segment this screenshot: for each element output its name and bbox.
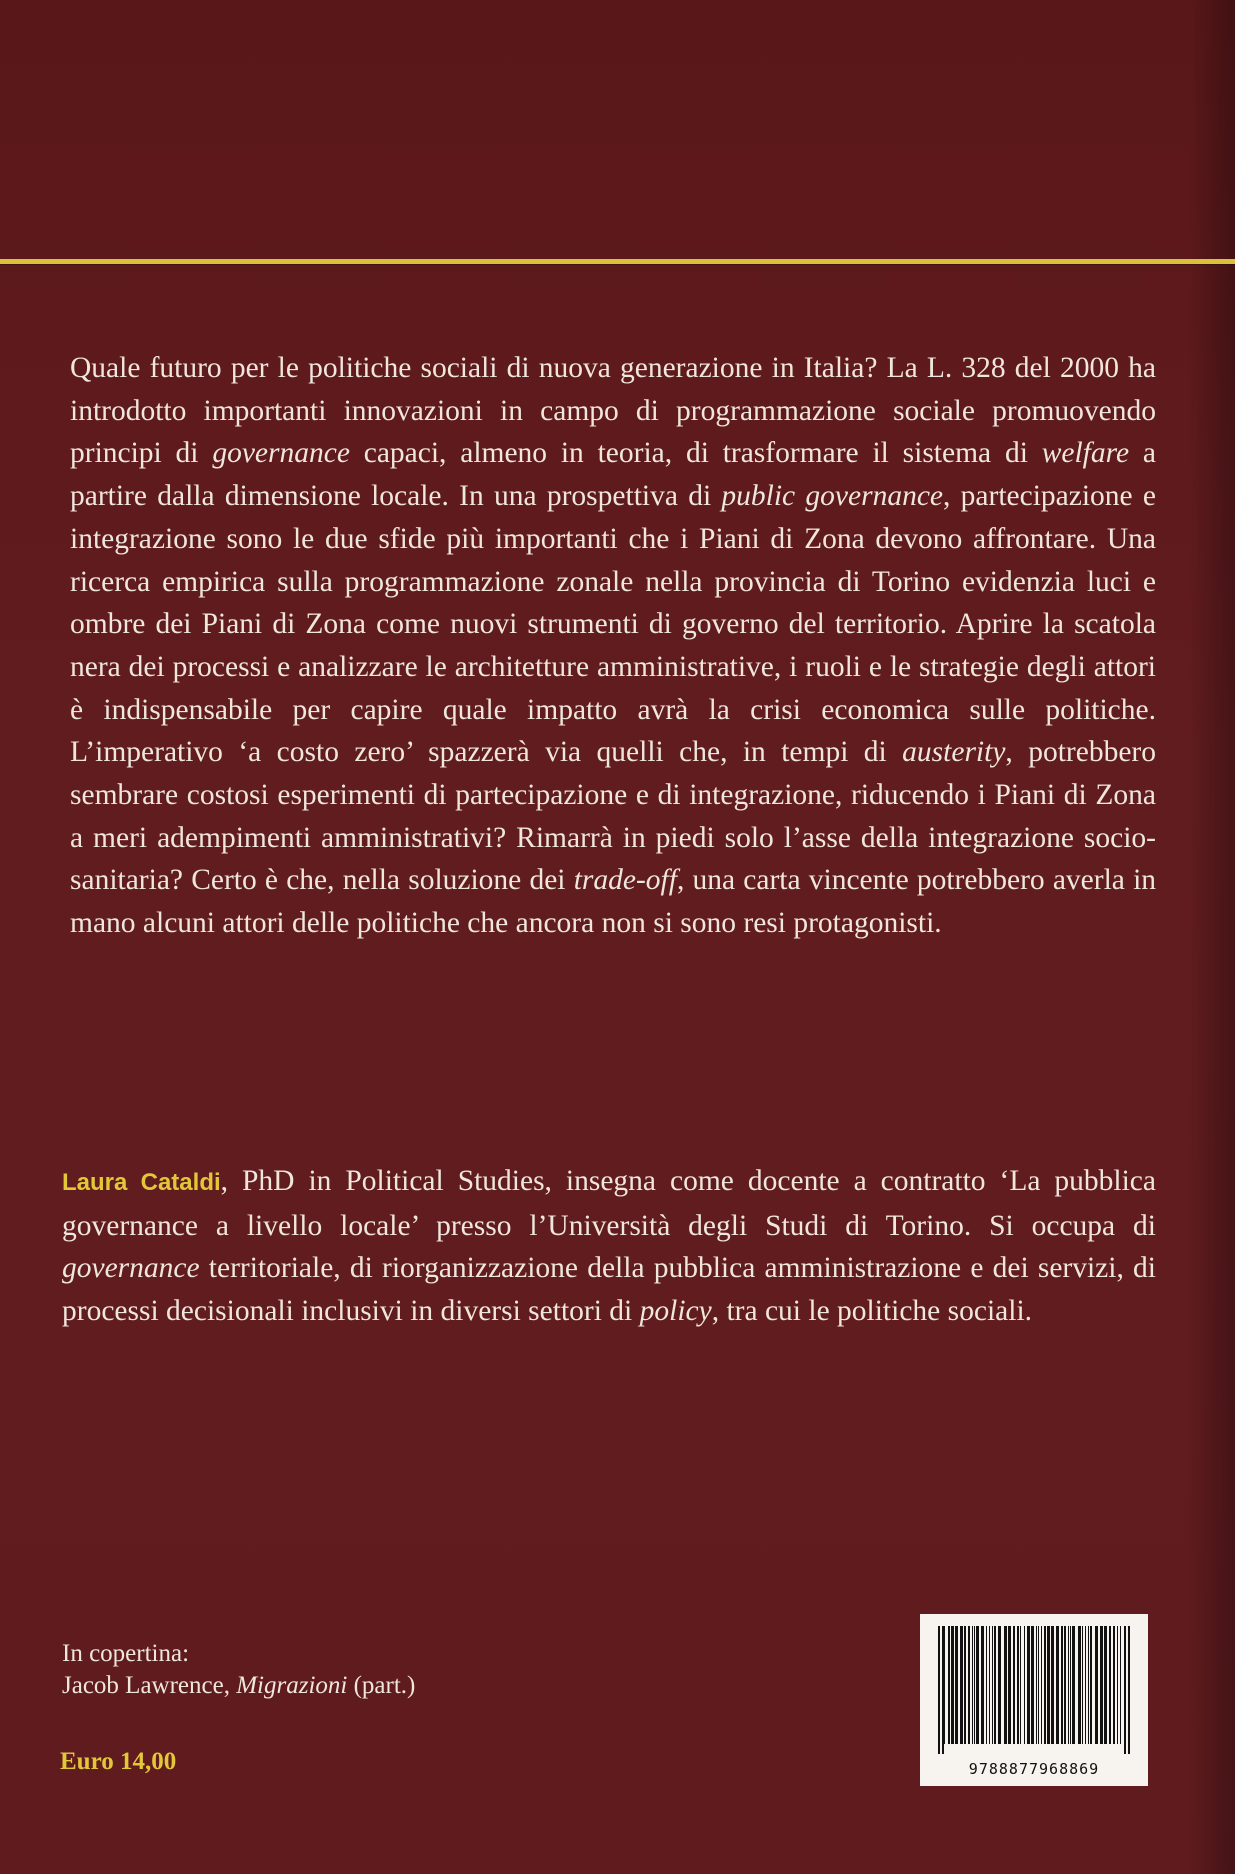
author-bio <box>62 1160 1156 1333</box>
blurb-segment: Quale futuro per le politiche sociali di nuova generazione in Italia? La L. 328 del 2000 ha introdotto importanti innovazioni in campo di programmazione sociale promuovendo principi di <box>70 352 1156 470</box>
barcode-bar <box>1036 1626 1037 1744</box>
blurb-italic-term: austerity <box>902 736 1006 769</box>
barcode-bar <box>1024 1626 1025 1744</box>
barcode-bar <box>974 1626 975 1744</box>
blurb-segment: , partecipazione e integrazione sono le due sfide più importanti che i Piani di Zona devono affrontare. Una ricerca empirica sulla programmazione zonale nella provincia di Torino evidenzia luci e ombre dei Piani di Zona come nuovi strumenti di governo del territorio. Aprire la scatola nera dei processi e analizzare le architetture amministrative, i ruoli e le strategie degli attori è indispensabile per capire quale impatto avrà la crisi economica sulle politiche. L’imperativo ‘a costo zero’ spazzerà via quelli che, in tempi di <box>70 480 1156 769</box>
blurb-segment: capaci, almeno in teoria, di trasformare il sistema di <box>349 437 1042 470</box>
barcode-bar <box>1017 1626 1019 1744</box>
author-italic-term: policy <box>639 1295 712 1328</box>
barcode-bar <box>1031 1626 1034 1744</box>
barcode-isbn: 9788877968869 <box>968 1760 1100 1778</box>
blurb-italic-term: governance <box>212 437 350 470</box>
barcode-bar <box>1064 1626 1066 1744</box>
author-bio-text <box>62 1165 1156 1327</box>
barcode-bar <box>976 1626 979 1744</box>
author-name: Laura Cataldi <box>62 1169 221 1196</box>
barcode-bar <box>948 1626 950 1744</box>
author-segment: , tra cui le politiche sociali. <box>711 1295 1033 1328</box>
barcode-bar <box>1078 1626 1081 1744</box>
barcode-bar <box>1008 1626 1011 1744</box>
barcode-bar <box>1104 1626 1107 1744</box>
barcode-bar <box>989 1626 990 1744</box>
barcode-bar <box>1072 1626 1075 1744</box>
blurb-italic-term: trade-off <box>573 864 677 897</box>
spine-shadow <box>1189 0 1235 1874</box>
barcode-bar <box>986 1626 987 1744</box>
blurb-segment: , potrebbero sembrare costosi esperimenti di partecipazione e di integrazione, riducendo i Piani di Zona a meri adempimenti amministrativi? Rimarrà in piedi solo l’asse della integrazione socio-sanitaria? Certo è che, nella soluzione dei <box>70 736 1156 897</box>
barcode-bar <box>1117 1626 1118 1744</box>
barcode-bar <box>1068 1626 1069 1744</box>
yellow-rule <box>0 259 1235 264</box>
barcode-bar <box>994 1626 996 1744</box>
barcode-guard-bar <box>1128 1626 1130 1754</box>
author-segment: territoriale, di riorganizzazione della pubblica amministrazione e dei servizi, di processi decisionali inclusivi in diversi settori di <box>62 1252 1156 1328</box>
blurb-italic-term: public governance <box>721 480 944 513</box>
barcode-bar <box>960 1626 963 1744</box>
cover-credit-line <box>62 1670 415 1702</box>
barcode-bar <box>1070 1626 1071 1744</box>
barcode-bar <box>972 1626 973 1744</box>
barcode-bar <box>1051 1626 1054 1744</box>
barcode-bar <box>944 1626 945 1744</box>
barcode-bar <box>1085 1626 1086 1744</box>
barcode-bar <box>951 1626 954 1744</box>
barcode-bar <box>1044 1626 1046 1744</box>
blurb-text <box>70 347 1156 945</box>
barcode-bar <box>964 1626 966 1744</box>
barcode-guard-bar <box>938 1626 940 1754</box>
barcode-bar <box>1088 1626 1089 1744</box>
barcode-bar <box>955 1626 958 1744</box>
author-segment: , PhD in Political Studies, insegna come docente a contratto ‘La pubblica governance a livello locale’ presso l’Università degli Studi di Torino. Si occupa di <box>62 1165 1156 1242</box>
cover-credit-work: Migrazioni <box>236 1672 348 1699</box>
barcode-bar <box>968 1626 970 1744</box>
barcode-guard-bar <box>1124 1626 1126 1754</box>
barcode-bar <box>1020 1626 1021 1744</box>
barcode-bar <box>1013 1626 1015 1744</box>
blurb-segment: , una carta vincente potrebbero averla in mano alcuni attori delle politiche che ancora non si sono resi protagonisti. <box>70 864 1157 940</box>
barcode-bar <box>1120 1626 1121 1744</box>
barcode-bar <box>1027 1626 1030 1744</box>
barcode <box>920 1614 1148 1786</box>
barcode-bar <box>1056 1626 1059 1744</box>
barcode-bar <box>998 1626 1001 1744</box>
barcode-bars <box>934 1626 1134 1754</box>
price: Euro 14,00 <box>60 1748 177 1775</box>
barcode-bar <box>981 1626 984 1744</box>
barcode-bar <box>1047 1626 1050 1744</box>
author-italic-term: governance <box>62 1252 200 1285</box>
barcode-bar <box>1113 1626 1115 1744</box>
barcode-bar <box>1095 1626 1098 1744</box>
barcode-bar <box>1061 1626 1063 1744</box>
barcode-bar <box>992 1626 993 1744</box>
cover-credit <box>62 1638 415 1702</box>
barcode-guard-bar <box>942 1626 944 1754</box>
cover-credit-suffix: (part.) <box>347 1672 416 1699</box>
barcode-bar <box>1004 1626 1007 1744</box>
blurb-italic-term: welfare <box>1041 437 1130 470</box>
barcode-bar <box>1100 1626 1103 1744</box>
barcode-bar <box>1109 1626 1111 1744</box>
cover-credit-label: In copertina: <box>62 1640 190 1667</box>
barcode-bar <box>1038 1626 1039 1744</box>
blurb-segment: a partire dalla dimensione locale. In una prospettiva di <box>70 437 1157 513</box>
barcode-bar <box>1082 1626 1083 1744</box>
cover-credit-artist: Jacob Lawrence, <box>62 1672 237 1699</box>
barcode-bar <box>1090 1626 1092 1744</box>
barcode-bar <box>1041 1626 1042 1744</box>
